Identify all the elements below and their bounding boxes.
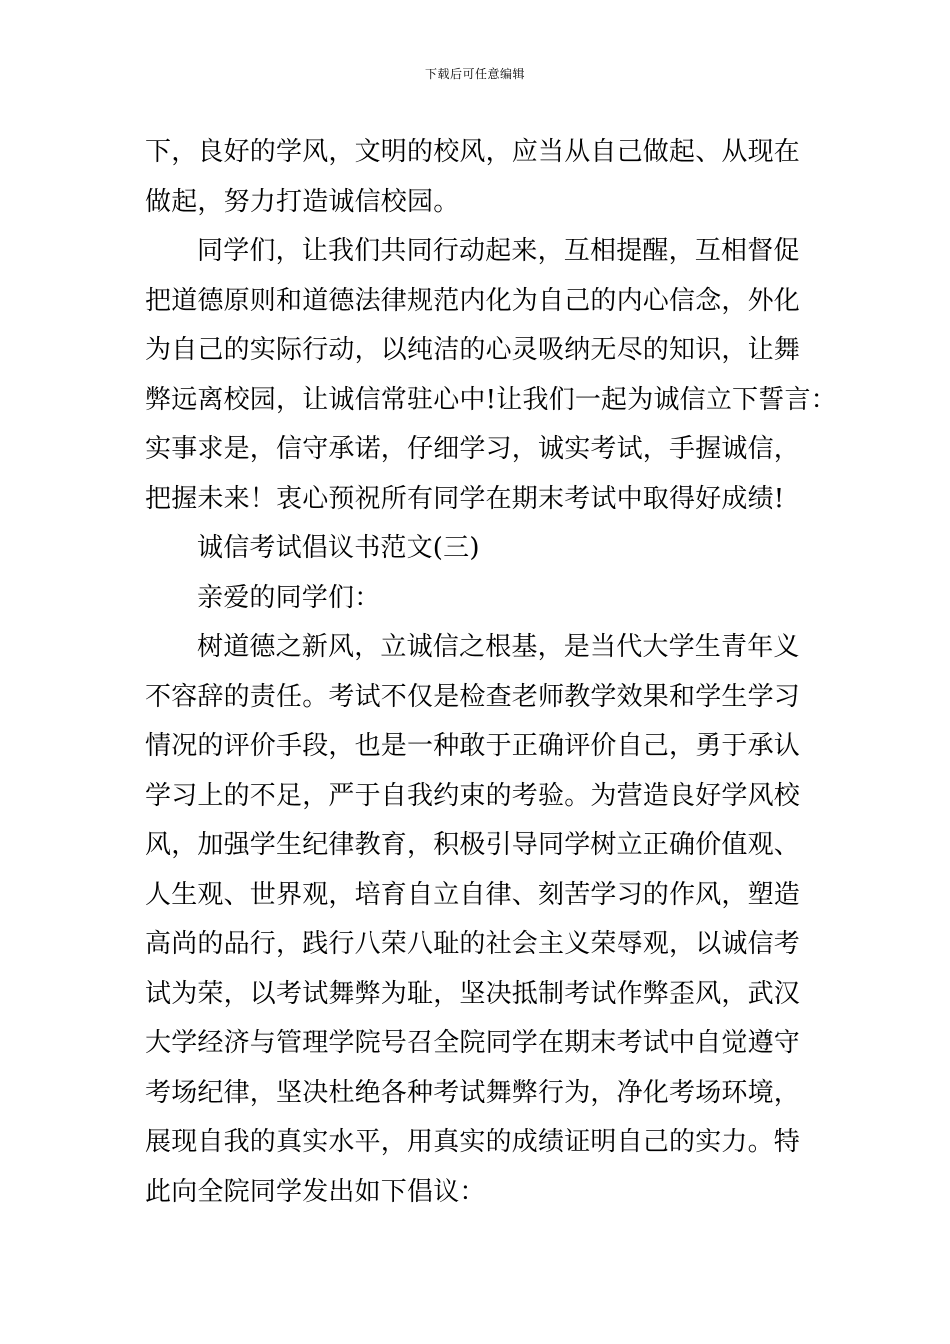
section-heading: 诚信考试倡议书范文(三)	[197, 533, 480, 563]
text-line: 情况的评价手段，也是一种敢于正确评价自己，勇于承认	[145, 731, 801, 761]
text-line: 弊远离校园，让诚信常驻心中!让我们一起为诚信立下誓言：	[145, 384, 837, 415]
text-line: 把握未来！衷心预祝所有同学在期末考试中取得好成绩!	[145, 483, 785, 514]
page-header: 下载后可任意编辑	[424, 67, 525, 81]
text-line: 下，良好的学风，文明的校风，应当从自己做起、从现在	[145, 137, 801, 167]
document-body	[145, 128, 837, 1217]
text-line: 树道德之新风，立诚信之根基，是当代大学生青年义	[197, 632, 800, 662]
text-line: 把道德原则和道德法律规范内化为自己的内心信念，外化	[145, 285, 801, 316]
text-line: 为自己的实际行动，以纯洁的心灵吸纳无尽的知识，让舞	[145, 335, 801, 365]
text-line: 实事求是，信守承诺，仔细学习，诚实考试，手握诚信，	[145, 434, 801, 464]
text-line: 大学经济与管理学院号召全院同学在期末考试中自觉遵守	[145, 1028, 801, 1058]
salutation: 亲爱的同学们：	[197, 582, 381, 613]
text-line: 风，加强学生纪律教育，积极引导同学树立正确价值观、	[145, 830, 801, 860]
text-line: 学习上的不足，严于自我约束的考验。为营造良好学风校	[145, 780, 801, 811]
text-line: 试为荣，以考试舞弊为耻，坚决抵制考试作弊歪风，武汉	[145, 978, 801, 1009]
text-line: 展现自我的真实水平，用真实的成绩证明自己的实力。特	[145, 1127, 801, 1157]
text-line: 做起，努力打造诚信校园。	[145, 186, 460, 217]
text-line: 人生观、世界观，培育自立自律、刻苦学习的作风，塑造	[145, 879, 801, 910]
text-line: 高尚的品行，践行八荣八耻的社会主义荣辱观，以诚信考	[145, 929, 801, 959]
text-line: 不容辞的责任。考试不仅是检查老师教学效果和学生学习	[145, 681, 801, 712]
text-line: 考场纪律，坚决杜绝各种考试舞弊行为，净化考场环境，	[145, 1077, 801, 1108]
text-line: 此向全院同学发出如下倡议：	[145, 1176, 486, 1207]
text-line: 同学们，让我们共同行动起来，互相提醒，互相督促	[197, 236, 800, 266]
